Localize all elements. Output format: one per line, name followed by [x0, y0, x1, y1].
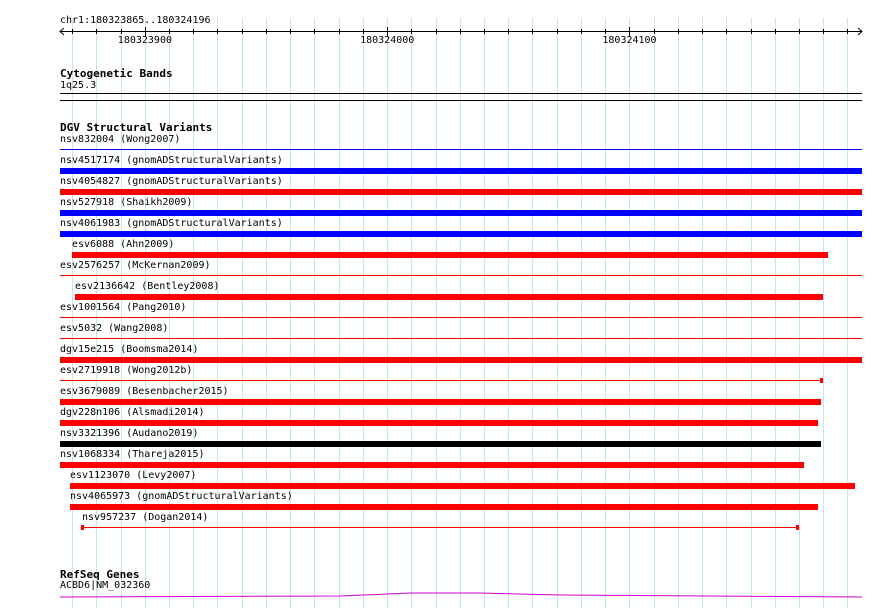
dgv-feature-glyph[interactable]	[60, 441, 821, 447]
dgv-feature-label[interactable]: esv2136642 (Bentley2008)	[75, 281, 220, 292]
track-divider	[60, 100, 862, 101]
dgv-feature-endcap	[796, 525, 799, 530]
dgv-feature-glyph[interactable]	[60, 338, 862, 339]
dgv-feature-label[interactable]: esv6088 (Ahn2009)	[72, 239, 175, 250]
ruler-tick-label: 180323900	[117, 35, 172, 46]
dgv-feature-label[interactable]: esv1123070 (Levy2007)	[70, 470, 197, 481]
dgv-feature-glyph[interactable]	[60, 420, 818, 426]
location-label: chr1:180323865..180324196	[60, 15, 211, 26]
dgv-feature-glyph[interactable]	[82, 527, 797, 528]
refseq-gene-feature[interactable]	[0, 590, 890, 602]
dgv-feature-glyph[interactable]	[60, 231, 862, 237]
dgv-feature-label[interactable]: esv2576257 (McKernan2009)	[60, 260, 211, 271]
dgv-feature-label[interactable]: nsv4061983 (gnomADStructuralVariants)	[60, 218, 283, 229]
refseq-gene-label[interactable]: ACBD6|NM_032360	[60, 580, 151, 591]
dgv-feature-glyph[interactable]	[60, 357, 862, 363]
dgv-feature-glyph[interactable]	[70, 483, 855, 489]
dgv-feature-glyph[interactable]	[60, 168, 862, 174]
dgv-feature-label[interactable]: nsv4065973 (gnomADStructuralVariants)	[70, 491, 293, 502]
dgv-feature-label[interactable]: esv1001564 (Pang2010)	[60, 302, 187, 313]
cytoband-track-title[interactable]: Cytogenetic Bands	[60, 67, 173, 80]
dgv-feature-label[interactable]: nsv832004 (Wong2007)	[60, 134, 181, 145]
dgv-feature-glyph[interactable]	[75, 294, 823, 300]
dgv-track-title[interactable]: DGV Structural Variants	[60, 121, 213, 134]
refseq-track-title[interactable]: RefSeq Genes	[60, 568, 140, 581]
dgv-feature-glyph[interactable]	[60, 210, 862, 216]
dgv-feature-endcap	[81, 525, 84, 530]
refseq-gene-line	[60, 593, 862, 597]
dgv-feature-glyph[interactable]	[60, 399, 821, 405]
cytoband-label: 1q25.3	[60, 80, 97, 91]
dgv-feature-glyph[interactable]	[60, 380, 821, 381]
dgv-feature-glyph[interactable]	[60, 189, 862, 195]
dgv-feature-label[interactable]: nsv4517174 (gnomADStructuralVariants)	[60, 155, 283, 166]
dgv-feature-glyph[interactable]	[60, 149, 862, 150]
dgv-feature-endcap	[820, 378, 823, 383]
dgv-feature-label[interactable]: nsv527918 (Shaikh2009)	[60, 197, 193, 208]
dgv-feature-glyph[interactable]	[60, 462, 804, 468]
dgv-feature-label[interactable]: nsv4054827 (gnomADStructuralVariants)	[60, 176, 283, 187]
dgv-feature-label[interactable]: nsv3321396 (Audano2019)	[60, 428, 199, 439]
dgv-feature-label[interactable]: dgv15e215 (Boomsma2014)	[60, 344, 199, 355]
dgv-feature-glyph[interactable]	[70, 504, 818, 510]
dgv-feature-label[interactable]: esv5032 (Wang2008)	[60, 323, 169, 334]
dgv-feature-label[interactable]: dgv228n106 (Alsmadi2014)	[60, 407, 205, 418]
cytoband-bar[interactable]	[60, 93, 862, 94]
dgv-feature-label[interactable]: esv2719918 (Wong2012b)	[60, 365, 193, 376]
dgv-feature-label[interactable]: esv3679089 (Besenbacher2015)	[60, 386, 229, 397]
dgv-feature-glyph[interactable]	[60, 275, 862, 276]
dgv-feature-glyph[interactable]	[72, 252, 828, 258]
dgv-feature-glyph[interactable]	[60, 317, 862, 318]
dgv-feature-label[interactable]: nsv1068334 (Thareja2015)	[60, 449, 205, 460]
dgv-feature-label[interactable]: nsv957237 (Dogan2014)	[82, 512, 209, 523]
ruler-tick-label: 180324000	[360, 35, 415, 46]
ruler-tick-label: 180324100	[602, 35, 657, 46]
